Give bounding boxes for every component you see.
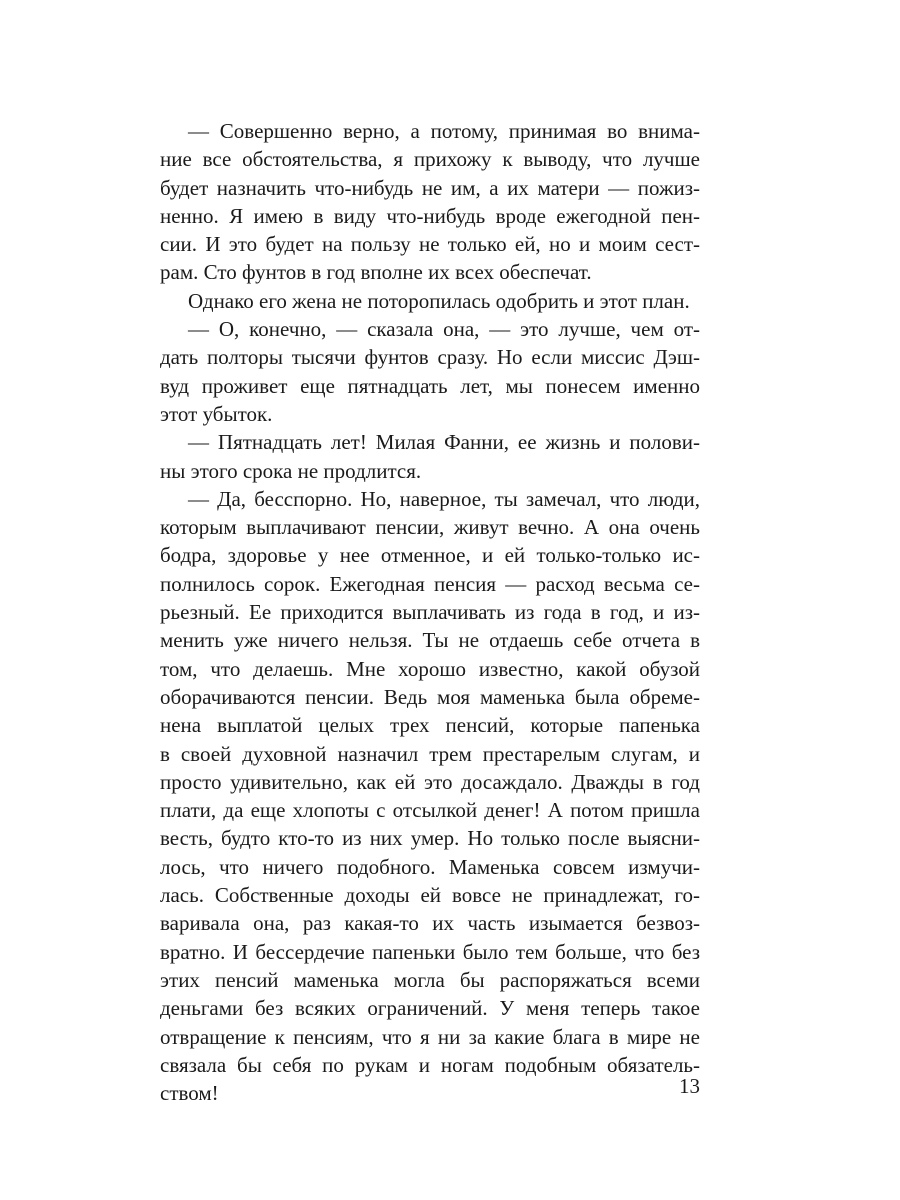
text-line: ны этого срока не продлится. [160,458,422,483]
text-line: вуд проживет еще пятнадцать лет, мы понесем именно [160,373,700,398]
text-line: лось, что ничего подобного. Маменька совсем измучи- [160,854,700,879]
text-line: просто удивительно, как ей это досаждало. Дважды в год [160,769,700,794]
text-line: ством! [160,1081,219,1106]
text-line: вратно. И бессердечие папеньки было тем больше, что без [160,939,700,964]
text-line: деньгами без всяких ограничений. У меня теперь такое [160,996,700,1021]
text-line: в своей духовной назначил трем престарелым слугам, и [160,741,700,766]
text-line: будет назначить что-нибудь не им, а их матери — пожиз- [160,175,700,200]
text-line: которым выплачивают пенсии, живут вечно. А она очень [160,515,700,540]
page-body-text [160,117,700,1107]
text-line: дать полторы тысячи фунтов сразу. Но если миссис Дэш- [160,345,700,370]
text-line: полнилось сорок. Ежегодная пенсия — расход весьма се- [160,571,700,596]
text-line: отвращение к пенсиям, что я ни за какие блага в мире не [160,1024,700,1049]
text-line: сии. И это будет на пользу не только ей, но и моим сест- [160,232,700,257]
text-line: ние все обстоятельства, я прихожу к выводу, что лучше [160,147,700,172]
text-line: — Совершенно верно, а потому, принимая во внима- [188,119,700,143]
text-line: менить уже ничего нельзя. Ты не отдаешь себе отчета в [160,628,700,653]
text-line: ненно. Я имею в виду что-нибудь вроде ежегодной пен- [160,203,700,228]
text-line: этих пенсий маменька могла бы распоряжаться всеми [160,967,700,992]
text-line: Однако его жена не поторопилась одобрить и этот план. [188,288,690,313]
text-line: лась. Собственные доходы ей вовсе не принадлежат, го- [160,883,700,908]
text-line: этот убыток. [160,401,273,426]
text-line: — Пятнадцать лет! Милая Фанни, ее жизнь и полови- [188,430,700,455]
text-line: варивала она, раз какая-то их часть изымается безвоз- [160,911,700,936]
text-line: рьезный. Ее приходится выплачивать из года в год, и из- [160,600,700,625]
text-line: связала бы себя по рукам и ногам подобным обязатель- [160,1052,700,1077]
text-line: рам. Сто фунтов в год вполне их всех обеспечат. [160,260,592,285]
text-line: — О, конечно, — сказала она, — это лучше, чем от- [188,317,700,342]
text-line: нена выплатой целых трех пенсий, которые папенька [160,713,700,738]
text-line: — Да, бесспорно. Но, наверное, ты замечал, что люди, [188,486,700,511]
text-line: весть, будто кто-то из них умер. Но только после выясни- [160,826,700,851]
text-line: том, что делаешь. Мне хорошо известно, какой обузой [160,656,700,681]
text-line: оборачиваются пенсии. Ведь моя маменька была обреме- [160,684,700,709]
text-line: плати, да еще хлопоты с отсылкой денег! А потом пришла [160,798,700,823]
page-number: 13 [679,1074,700,1098]
text-line: бодра, здоровье у нее отменное, и ей только-только ис- [160,543,700,568]
